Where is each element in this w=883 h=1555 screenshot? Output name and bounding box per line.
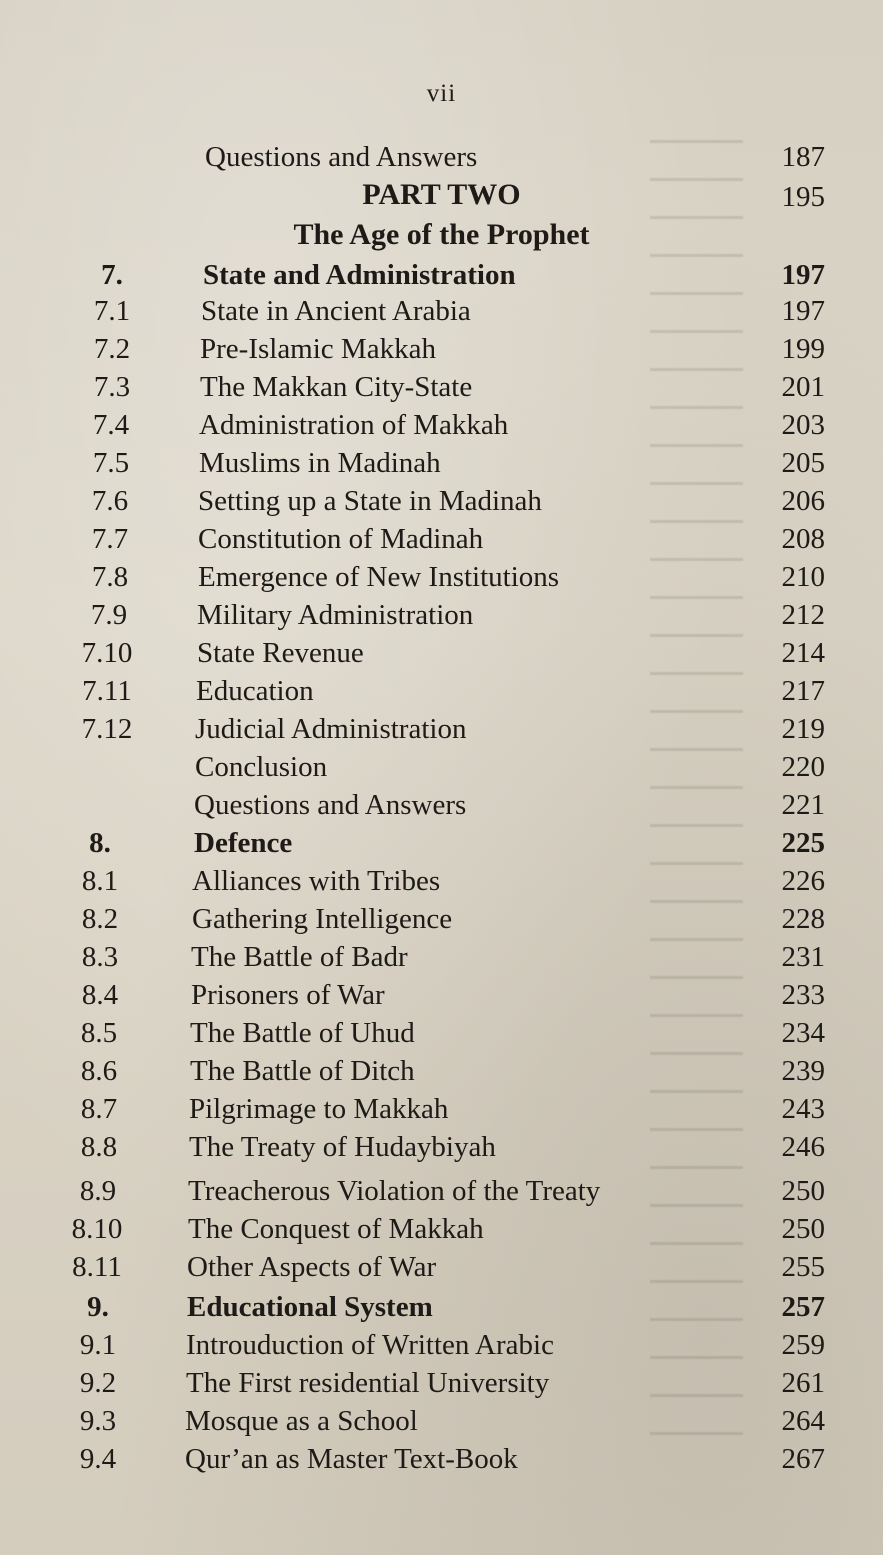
entry-number: 7.11 [82,675,132,707]
entry-number: 8.5 [80,1017,118,1049]
entry-number: 8.3 [81,941,119,973]
entry-number: 7.3 [93,371,131,403]
entry-page: 261 [781,1367,825,1399]
entry-title: State in Ancient Arabia [201,295,471,327]
entry-title: Treacherous Violation of the Treaty [188,1175,601,1207]
entry-number: 8.4 [81,979,119,1011]
entry-number: 9.1 [79,1329,117,1361]
toc-chapter-entry [0,1288,883,1326]
entry-number: 8.6 [80,1055,118,1087]
entry-page: 220 [781,751,825,783]
entry-page: 250 [781,1175,825,1207]
toc-entry [0,1052,883,1090]
entry-page: 210 [781,561,825,593]
entry-title: Prisoners of War [191,979,385,1011]
toc-entry [0,1014,883,1052]
entry-page: 264 [781,1405,825,1437]
entry-title: Educational System [187,1291,433,1323]
entry-page: 195 [781,181,825,213]
entry-title: Questions and Answers [194,789,467,821]
entry-page: 233 [781,979,825,1011]
toc-entry [0,900,883,938]
entry-title: Mosque as a School [185,1405,418,1437]
part-subtitle: The Age of the Prophet [293,218,590,251]
entry-page: 217 [781,675,825,707]
entry-page: 214 [781,637,825,669]
toc-entry [0,1090,883,1128]
toc-entry [0,1172,883,1210]
entry-title: The First residential University [186,1367,550,1399]
entry-page: 267 [781,1443,825,1475]
toc-entry [0,330,883,368]
toc-entry [0,138,883,176]
entry-number: 7.8 [91,561,129,593]
entry-number: 8.1 [81,865,119,897]
toc-entry [0,368,883,406]
entry-number: 8.8 [80,1131,118,1163]
entry-page: 257 [781,1291,825,1323]
entry-number: 9.2 [79,1367,117,1399]
toc-entry [0,862,883,900]
entry-number: 9.3 [79,1405,117,1437]
entry-number: 7. [101,259,123,291]
toc-entry [0,1248,883,1286]
entry-title: Introuduction of Written Arabic [186,1329,554,1361]
toc-entry [0,1402,883,1440]
entry-title: State and Administration [203,259,516,291]
entry-number: 7.4 [92,409,130,441]
toc-entry [0,482,883,520]
entry-page: 197 [781,295,825,327]
entry-title: Military Administration [197,599,474,631]
entry-page: 239 [781,1055,825,1087]
entry-title: The Makkan City-State [200,371,473,403]
entry-number: 7.6 [91,485,129,517]
entry-title: Judicial Administration [195,713,467,745]
entry-page: 199 [781,333,825,365]
entry-page: 255 [781,1251,825,1283]
entry-page: 206 [781,485,825,517]
toc-entry [0,672,883,710]
entry-number: 8.2 [81,903,119,935]
toc-entry [0,520,883,558]
toc-entry [0,558,883,596]
entry-number: 8.7 [80,1093,118,1125]
toc-entry [0,1210,883,1248]
entry-title: Constitution of Madinah [198,523,484,555]
entry-number: 7.1 [93,295,131,327]
entry-title: Qur’an as Master Text-Book [185,1443,518,1475]
entry-page: 212 [781,599,825,631]
entry-title: Alliances with Tribes [192,865,441,897]
entry-number: 7.7 [91,523,129,555]
entry-page: 205 [781,447,825,479]
entry-page: 187 [781,141,825,173]
entry-page: 259 [781,1329,825,1361]
entry-title: The Battle of Badr [191,941,408,973]
part-heading: PART TWO [362,178,521,211]
entry-page: 203 [781,409,825,441]
page-number-folio: vii [426,80,457,107]
entry-title: The Battle of Ditch [190,1055,415,1087]
toc-entry [0,976,883,1014]
entry-title: Gathering Intelligence [192,903,453,935]
toc-entry [0,292,883,330]
toc-entry [0,1326,883,1364]
toc-entry [0,634,883,672]
toc-entry [0,710,883,748]
entry-page: 208 [781,523,825,555]
toc-chapter-entry [0,256,883,294]
toc-entry [0,786,883,824]
toc-entry [0,1364,883,1402]
entry-title: Questions and Answers [205,141,478,173]
entry-page: 246 [781,1131,825,1163]
entry-page: 231 [781,941,825,973]
entry-number: 7.5 [92,447,130,479]
entry-page: 228 [781,903,825,935]
toc-entry [0,1128,883,1166]
entry-number: 9. [87,1291,109,1323]
entry-title: Pilgrimage to Makkah [189,1093,449,1125]
entry-number: 7.10 [81,637,133,669]
entry-title: Muslims in Madinah [199,447,441,479]
entry-number: 9.4 [79,1443,117,1475]
entry-number: 8. [89,827,111,859]
entry-title: Defence [194,827,293,859]
toc-entry [0,938,883,976]
entry-page: 234 [781,1017,825,1049]
entry-title: Administration of Makkah [199,409,509,441]
entry-title: The Conquest of Makkah [188,1213,484,1245]
entry-page: 250 [781,1213,825,1245]
toc-entry [0,1440,883,1478]
entry-page: 225 [781,827,825,859]
entry-title: Setting up a State in Madinah [198,485,542,517]
toc-entry [0,406,883,444]
entry-title: The Battle of Uhud [190,1017,415,1049]
entry-title: Conclusion [195,751,328,783]
entry-page: 197 [781,259,825,291]
entry-page: 201 [781,371,825,403]
entry-title: Pre-Islamic Makkah [200,333,436,365]
entry-title: State Revenue [197,637,364,669]
entry-number: 7.9 [90,599,128,631]
entry-title: Education [196,675,314,707]
toc-entry [0,596,883,634]
toc-entry [0,178,883,216]
toc-entry [0,444,883,482]
entry-page: 221 [781,789,825,821]
entry-title: Emergence of New Institutions [198,561,560,593]
entry-number: 8.10 [71,1213,123,1245]
entry-number: 7.2 [93,333,131,365]
entry-number: 8.11 [72,1251,122,1283]
entry-page: 226 [781,865,825,897]
entry-number: 8.9 [79,1175,117,1207]
entry-page: 243 [781,1093,825,1125]
entry-title: Other Aspects of War [187,1251,437,1283]
toc-entry [0,748,883,786]
entry-number: 7.12 [81,713,133,745]
toc-chapter-entry [0,824,883,862]
entry-page: 219 [781,713,825,745]
entry-title: The Treaty of Hudaybiyah [189,1131,496,1163]
